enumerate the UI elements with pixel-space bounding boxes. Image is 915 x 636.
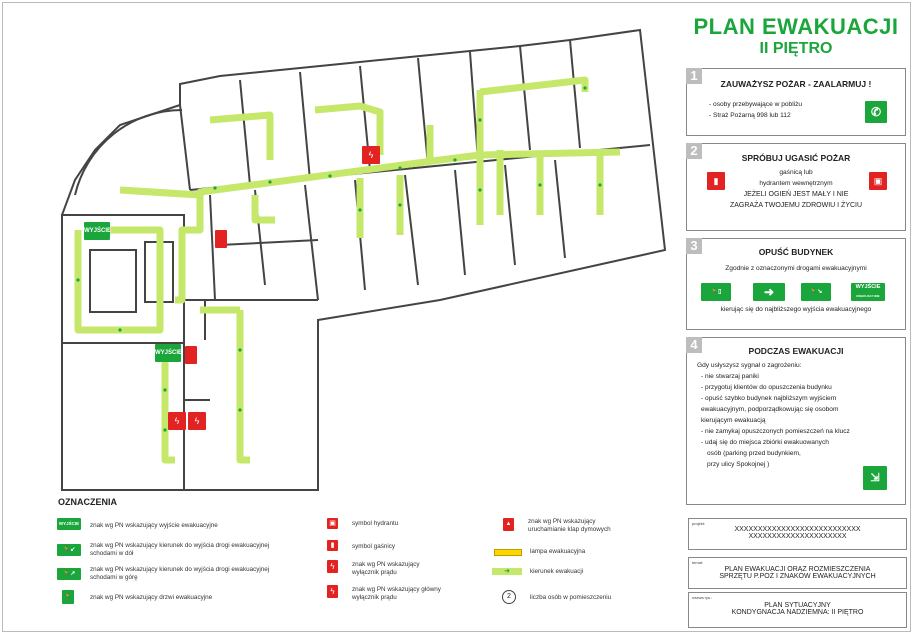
legend-people-count-icon: 2 — [502, 590, 516, 604]
titleblock-value: KONDYGNACJA NADZIEMNA: II PIĘTRO — [731, 609, 864, 616]
exit-sign-sub: EWAKUACYJNE — [856, 294, 880, 298]
titleblock-drawing — [688, 592, 907, 628]
legend-item: znak wg PN wskazujący kierunek do wyjścia drogi ewakuacyjnej schodami w dół — [90, 542, 270, 557]
titleblock-topic — [688, 557, 907, 589]
legend-item: symbol hydrantu — [352, 520, 399, 527]
step-2-box — [686, 143, 906, 231]
legend-item: symbol gaśnicy — [352, 543, 396, 550]
step-4-line: ewakuacyjnym, podporządkowując się osobom — [701, 406, 839, 413]
hydrant-icon: ▣ — [869, 172, 887, 190]
legend-hydrant-icon: ▣ — [327, 518, 338, 529]
legend-extinguisher-icon: ▮ — [327, 540, 338, 551]
titleblock-value: XXXXXXXXXXXXXXXXXXXXXXXXXXX — [734, 526, 861, 533]
legend-door-icon: 🏃 — [62, 590, 74, 604]
legend-main-switch-icon: ϟ — [327, 585, 338, 598]
step-3-number: 3 — [686, 238, 702, 254]
titleblock-value: PLAN SYTUACYJNY — [764, 602, 831, 609]
legend-item: lampa ewakuacyjna — [530, 548, 586, 555]
step-3-line: kierując się do najbliższego wyjścia ewakuacyjnego — [720, 306, 872, 313]
step-4-line: - udaj się do miejsca zbiórki ewakuowanych — [701, 439, 829, 446]
step-1-line: - osoby przebywające w pobliżu — [709, 101, 803, 108]
titleblock-value: SPRZĘTU P.POŻ I ZNAKÓW EWAKUACYJNYCH — [719, 573, 876, 580]
legend-stairs-down-icon: 🏃↙ — [57, 544, 81, 556]
direction-arrow-sign: ➜ — [753, 283, 785, 301]
plan-title: PLAN EWAKUACJI — [693, 14, 899, 39]
legend-smoke-vent-icon: ▲ — [503, 518, 514, 531]
step-4-line: - przygotuj klientów do opuszczenia budynku — [701, 384, 832, 391]
step-4-heading: PODCZAS EWAKUACJI — [748, 346, 844, 356]
legend-stairs-up-icon: 🏃↗ — [57, 568, 81, 580]
power-switch-sign: ϟ — [362, 146, 380, 164]
main-switch-sign: ϟ — [188, 412, 206, 430]
power-switch-sign-2: ϟ — [168, 412, 186, 430]
legend-exit-icon: WYJŚCIE — [57, 518, 81, 530]
exit-sign-2: WYJŚCIE — [155, 344, 181, 362]
step-2-number: 2 — [686, 143, 702, 159]
legend-switch-icon: ϟ — [327, 560, 338, 573]
step-1-number: 1 — [686, 68, 702, 84]
exit-sign — [851, 283, 885, 301]
step-2-line: hydrantem wewnętrznym — [759, 180, 833, 187]
titleblock-label: projekt: — [692, 521, 706, 526]
legend-lamp-icon — [494, 549, 522, 556]
stairs-sign: 🏃↘ — [801, 283, 831, 301]
exit-door-sign: 🏃▯ — [701, 283, 731, 301]
step-4-line: - nie zamykaj opuszczonych pomieszczeń na klucz — [701, 428, 850, 435]
legend-item: znak wg PN wskazujący główny wyłącznik prądu — [352, 586, 441, 601]
step-4-line: kierującym ewakuacją — [701, 417, 766, 424]
step-2-heading: SPRÓBUJ UGASIĆ POŻAR — [741, 153, 851, 163]
step-1-box — [686, 68, 906, 136]
plan-subtitle: II PIĘTRO — [759, 40, 833, 57]
step-2-line: JEŻELI OGIEŃ JEST MAŁY I NIE — [743, 191, 849, 198]
titleblock-label: nazwa rys.: — [692, 595, 713, 600]
step-2-line: gaśnicą lub — [779, 169, 813, 176]
legend-item: znak wg PN wskazujący kierunek do wyjścia drogi ewakuacyjnej schodami w górę — [90, 566, 270, 581]
hydrant-sign — [215, 230, 227, 248]
step-4-number: 4 — [686, 337, 702, 353]
phone-icon: ✆ — [865, 101, 887, 123]
titleblock-label: temat: — [692, 560, 704, 565]
floor-plan — [40, 28, 680, 498]
step-3-box — [686, 238, 906, 330]
legend-item: znak wg PN wskazujący uruchamianie klap dymowych — [528, 518, 611, 533]
step-4-line: osób (parking przed budynkiem, — [707, 450, 801, 457]
exit-sign-1: WYJŚCIE — [84, 222, 110, 240]
assembly-point-icon: ⇲ — [863, 466, 887, 490]
legend-item: znak wg PN wskazujący drzwi ewakuacyjne — [90, 594, 213, 601]
step-4-line: - opuść szybko budynek najbliższym wyjściem — [701, 395, 837, 402]
step-4-line: - nie stwarzaj paniki — [701, 373, 759, 380]
step-3-line: Zgodnie z oznaczonymi drogami ewakuacyjnymi — [725, 265, 867, 272]
legend-route-icon: ➜ — [492, 568, 522, 575]
exit-sign-text: WYJŚCIE — [855, 284, 881, 290]
extinguisher-icon: ▮ — [707, 172, 725, 190]
step-1-heading: ZAUWAŻYSZ POŻAR - ZAALARMUJ ! — [720, 79, 872, 89]
titleblock-value: XXXXXXXXXXXXXXXXXXXXX — [748, 533, 847, 540]
titleblock-value: PLAN EWAKUACJI ORAZ ROZMIESZCZENIA — [724, 566, 871, 573]
step-4-box — [686, 337, 906, 505]
step-2-line: ZAGRAŻA TWOJEMU ZDROWIU I ŻYCIU — [729, 202, 863, 209]
legend-item: kierunek ewakuacji — [530, 568, 584, 575]
step-1-line: - Straż Pożarną 998 lub 112 — [709, 112, 791, 119]
legend-item: znak wg PN wskazujący wyłącznik prądu — [352, 561, 420, 576]
legend-heading: OZNACZENIA — [58, 497, 117, 507]
titleblock-project — [688, 518, 907, 550]
step-4-line: Gdy usłyszysz sygnał o zagrożeniu: — [697, 362, 802, 369]
step-4-line: przy ulicy Spokojnej ) — [707, 461, 770, 468]
legend-item: znak wg PN wskazujący wyjście ewakuacyjne — [90, 522, 218, 529]
step-3-heading: OPUŚĆ BUDYNEK — [758, 247, 834, 257]
legend-item: liczba osób w pomieszczeniu — [530, 594, 612, 601]
extinguisher-sign — [185, 346, 197, 364]
